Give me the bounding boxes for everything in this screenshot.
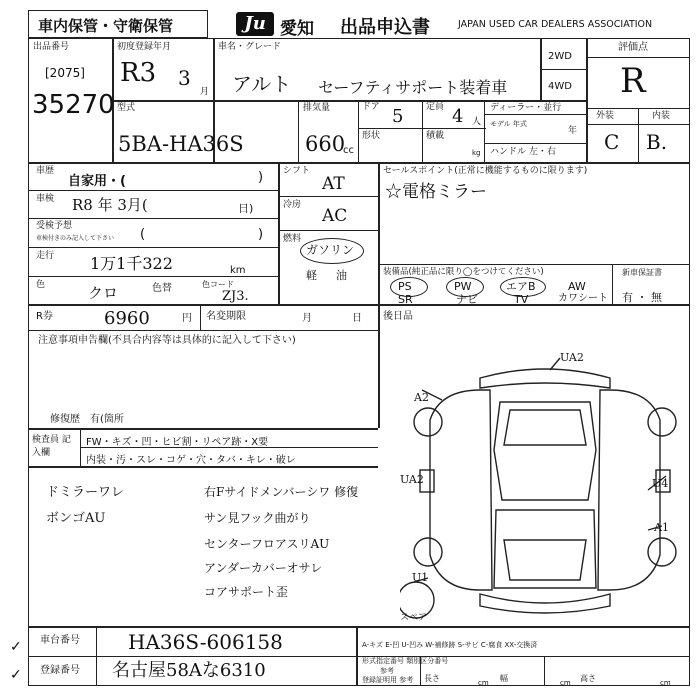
exterior-label: 外装: [596, 111, 615, 121]
model-label: 型式: [117, 103, 136, 113]
height-unit: cm: [660, 679, 671, 687]
first-registration-month: 3: [178, 66, 191, 90]
equipment-sr: SR: [398, 293, 413, 306]
history-close: ): [258, 170, 264, 185]
width-unit: cm: [560, 679, 571, 687]
warranty-label: 新車保証書: [622, 268, 662, 277]
color-code-value: ZJ3.: [222, 289, 249, 304]
fuel-oil: 油: [336, 269, 347, 282]
damage-mark-ua2-top: UA2: [560, 351, 584, 364]
name-change-label: 名変期限: [206, 311, 246, 322]
recycle-label: R券: [36, 311, 53, 322]
inspection-label: 車検: [36, 194, 55, 204]
mileage-label: 走行: [36, 251, 55, 261]
fuel-value: ガソリン: [306, 243, 355, 257]
cc-unit: cc: [343, 145, 354, 156]
shift-value: AT: [322, 174, 345, 194]
inspector-row-2: 内装・汚・スレ・コゲ・穴・タバ・キレ・破レ: [86, 455, 296, 466]
certification-sub: 参考: [380, 667, 394, 675]
warranty-value: 有 ・ 無: [622, 291, 662, 304]
equipment-circle-ps: [390, 277, 428, 297]
equipment-pw: PW: [454, 280, 472, 293]
plate-label: 登録番号: [40, 665, 80, 676]
selling-points-label: セールスポイント(正常に機能するものに限ります): [383, 166, 588, 176]
car-grade: セーフティサポート装着車: [318, 78, 508, 97]
certification-label: 形式指定番号 類別区分番号: [362, 657, 449, 665]
shape-label: 形状: [362, 131, 381, 141]
interior-label: 内装: [652, 111, 671, 121]
storage-label: 車内保管・守衛保管: [38, 17, 174, 35]
aircon-label: 冷房: [283, 200, 302, 210]
color-label: 色: [36, 280, 46, 290]
rating-value: R: [620, 61, 646, 101]
equipment-airbag: エアB: [506, 280, 536, 293]
chassis-check-mark: ✓: [10, 639, 22, 655]
inspector-note-right-4: アンダーカバーオサレ: [204, 561, 323, 575]
damage-mark-a1: A1: [654, 521, 669, 534]
yen-unit: 円: [182, 313, 192, 324]
history-value: 自家用・(: [68, 174, 126, 189]
load-label: 積載: [426, 131, 445, 141]
damage-legend: A-キズ E-凹 U-凹み W-補修跡 S-サビ C-腐食 XX-交換済: [362, 641, 538, 649]
next-day-items-label: 後日品: [383, 311, 413, 322]
association-short: 愛知: [280, 19, 314, 39]
name-grade-label: 車名・グレード: [218, 42, 282, 52]
model-year-label: モデル 年式: [490, 120, 527, 128]
inspector-note-right-5: コアサポート歪: [204, 585, 289, 599]
mileage-unit: km: [230, 265, 246, 276]
first-registration-label: 初度登録年月: [117, 42, 172, 52]
document-title: 出品申込書: [340, 17, 430, 38]
damage-mark-u1: U1: [412, 571, 429, 584]
equipment-circle-pw: [446, 277, 484, 297]
rating-label: 評価点: [618, 42, 648, 53]
receipt-label: 受検予想: [36, 221, 73, 231]
receipt-close: ): [258, 227, 264, 242]
equipment-tv: TV: [514, 293, 529, 306]
spare-label: スペア: [400, 613, 428, 623]
color-value: クロ: [88, 284, 119, 302]
car-diagram: [400, 350, 690, 630]
exterior-value: C: [604, 130, 620, 154]
name-change-month: 月: [302, 313, 312, 324]
association-logo: [236, 12, 274, 36]
color-change-label: 色替: [152, 283, 172, 294]
equipment-aw: AW: [568, 280, 586, 293]
fuel-light: 軽: [306, 269, 317, 282]
dealer-label: ディーラー・並行: [490, 103, 562, 113]
shift-label: シフト: [283, 166, 311, 176]
plate-check-mark: ✓: [10, 667, 22, 683]
repair-history-label: 修復歴 有(箇所: [50, 414, 124, 425]
notes-label: 注意事項申告欄(不具合内容等は具体的に記入して下さい): [38, 335, 296, 346]
plate-value: 名古屋58Aな6310: [112, 660, 266, 681]
interior-value: B.: [646, 130, 668, 154]
name-change-day: 日: [352, 313, 362, 324]
month-unit: 月: [200, 87, 210, 97]
kg-unit: kg: [472, 149, 481, 157]
damage-mark-a2: A2: [414, 391, 429, 404]
registration-cert-label: 登録証明用 参考: [362, 676, 414, 684]
logo-text: Ju: [244, 13, 266, 34]
lot-number-sub: [2075]: [45, 66, 85, 80]
damage-mark-u4: U4: [652, 477, 669, 490]
inspector-note-right-2: サン見フック曲がり: [204, 511, 311, 525]
model-value: 5BA-HA36S: [118, 132, 244, 156]
chassis-value: HA36S-606158: [128, 630, 283, 654]
drive-2wd-label: 2WD: [548, 51, 572, 62]
first-registration-era: R3: [120, 58, 157, 88]
damage-mark-ua2-mid: UA2: [400, 473, 424, 486]
length-unit: cm: [478, 679, 489, 687]
displacement-value: 660: [305, 132, 346, 156]
doors-label: ドア: [362, 102, 380, 112]
aircon-value: AC: [322, 206, 348, 226]
inspector-label: 検査員 記入欄: [32, 435, 71, 458]
car-name: アルト: [232, 72, 292, 96]
color-code-label: 色コード: [202, 280, 234, 289]
recycle-value: 6960: [104, 308, 150, 329]
chassis-label: 車台番号: [40, 635, 80, 646]
equipment-ps: PS: [398, 280, 412, 293]
equipment-label: 装備品(純正品に限り◯をつけてください): [383, 267, 544, 277]
fuel-label: 燃料: [283, 234, 302, 244]
capacity-label: 定員: [426, 102, 445, 112]
inspector-note-right-1: 右Fサイドメンバーシワ 修復: [204, 485, 359, 499]
equipment-circle-airbag: [500, 277, 546, 297]
equipment-seat: カワシート: [558, 293, 608, 304]
lot-number: 35270: [32, 90, 115, 120]
mileage-value: 1万1千322: [90, 254, 173, 273]
receipt-sub: 車検付きのみ記入して下さい: [36, 235, 115, 242]
selling-points-value: ☆電格ミラー: [385, 182, 487, 202]
year-unit: 年: [568, 126, 578, 136]
height-label: 高さ: [580, 674, 596, 683]
inspector-note-left-2: ボンゴAU: [46, 511, 106, 526]
inspection-day: 日): [238, 202, 254, 215]
inspection-value: R8 年 3月(: [72, 196, 148, 214]
equipment-navi: ナビ: [456, 293, 478, 306]
fuel-selected-circle: [300, 238, 364, 264]
displacement-label: 排気量: [303, 103, 331, 113]
history-label: 車歴: [36, 166, 55, 176]
length-label: 長さ: [424, 674, 440, 683]
handle-label: ハンドル 左・右: [490, 147, 556, 157]
lot-number-label: 出品番号: [33, 42, 70, 52]
capacity-unit: 人: [472, 117, 482, 127]
inspector-note-left-1: ドミラーワレ: [46, 485, 125, 500]
receipt-value: (: [140, 227, 146, 242]
width-label: 幅: [500, 674, 508, 683]
inspector-note-right-3: センターフロアスリAU: [204, 537, 330, 551]
association-english: JAPAN USED CAR DEALERS ASSOCIATION: [458, 19, 653, 30]
doors-value: 5: [392, 106, 404, 127]
inspector-row-1: FW・キズ・凹・ヒビ割・リペア跡・X要: [86, 437, 269, 448]
drive-4wd-label: 4WD: [548, 81, 572, 92]
capacity-value: 4: [452, 106, 464, 127]
